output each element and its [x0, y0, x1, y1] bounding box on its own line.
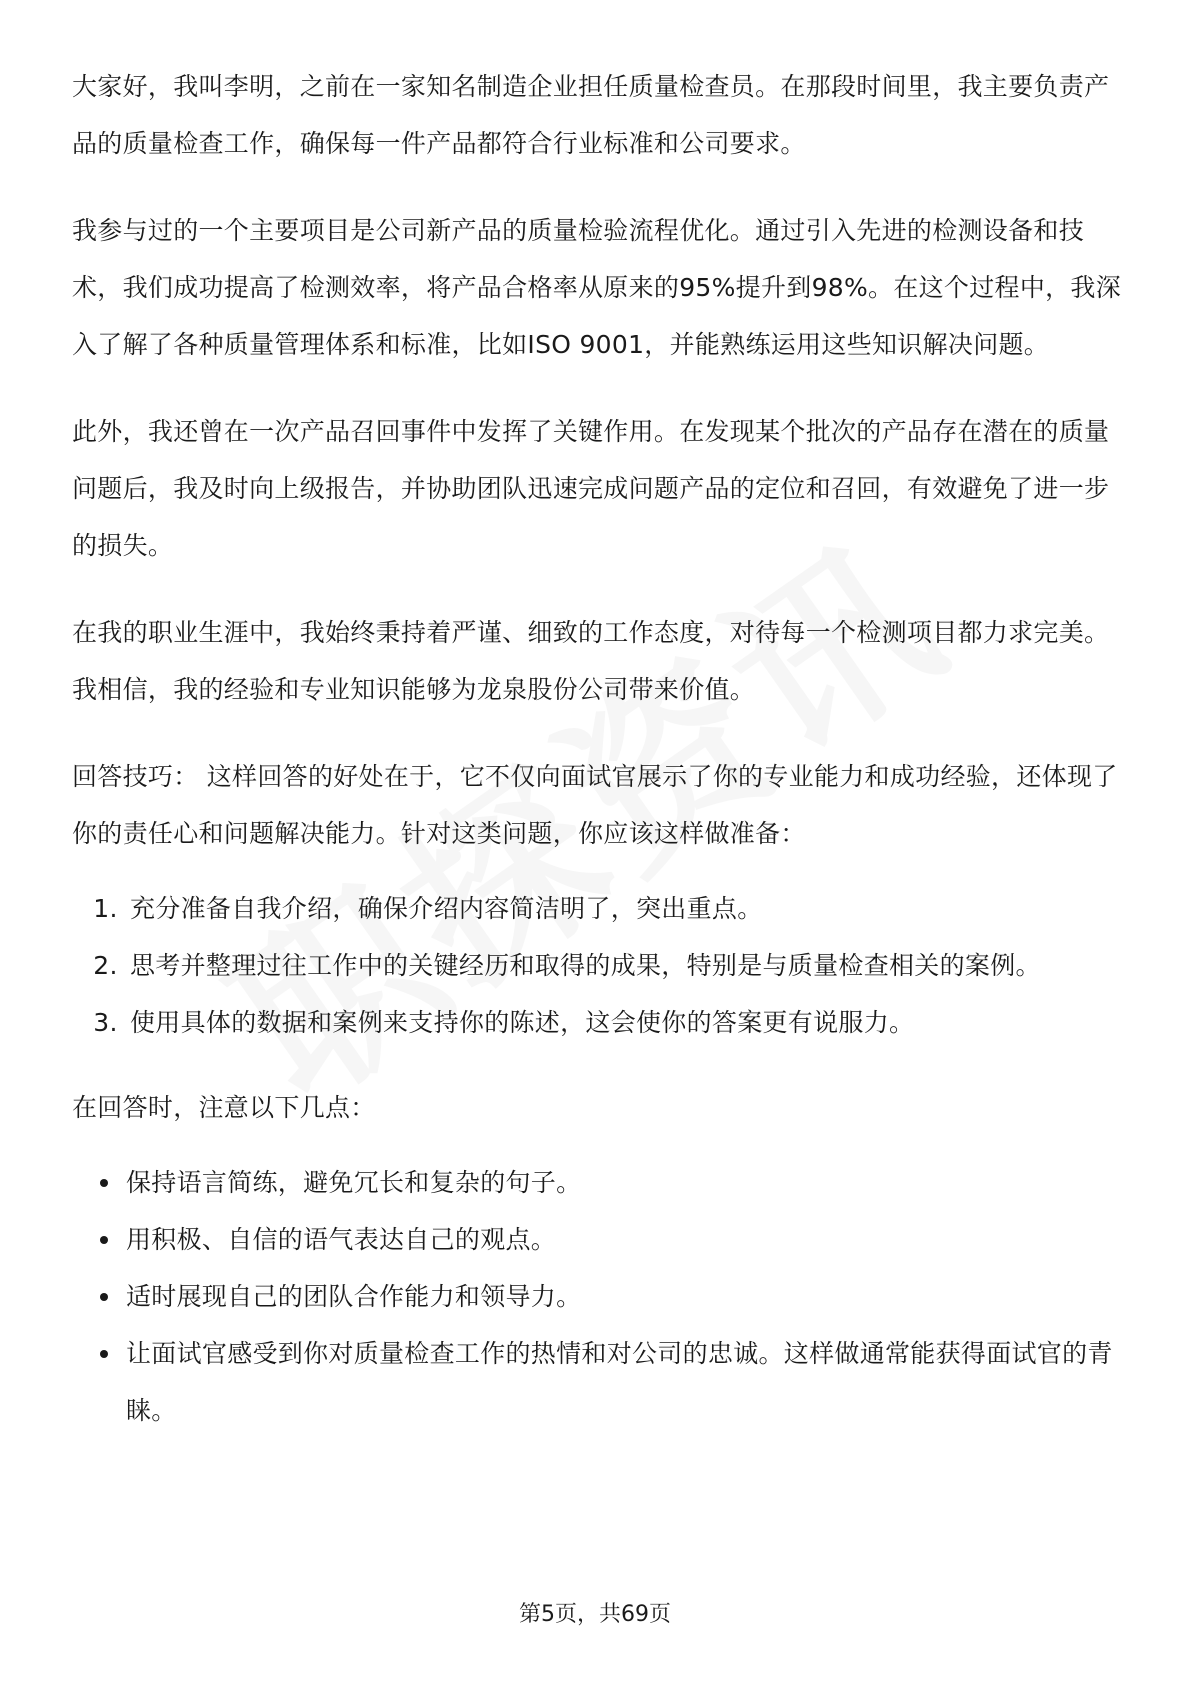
list-item: 1. 充分准备自我介绍，确保介绍内容简洁明了，突出重点。	[126, 880, 1122, 937]
paragraph-recall: 此外，我还曾在一次产品召回事件中发挥了关键作用。在发现某个批次的产品存在潜在的质量问题后，我及时向上级报告，并协助团队迅速完成问题产品的定位和召回，有效避免了进一步的损失。	[72, 417, 1110, 560]
paragraph-attitude: 在我的职业生涯中，我始终秉持着严谨、细致的工作态度，对待每一个检测项目都力求完美。我相信，我的经验和专业知识能够为龙泉股份公司带来价值。	[72, 618, 1110, 704]
list-item: 适时展现自己的团队合作能力和领导力。	[126, 1268, 1122, 1325]
list-item: 让面试官感受到你对质量检查工作的热情和对公司的忠诚。这样做通常能获得面试官的青睐。	[126, 1325, 1122, 1439]
notes-bullet-list	[72, 1154, 1122, 1439]
page-number-footer: 第5页，共69页	[519, 1602, 671, 1627]
list-item: 2. 思考并整理过往工作中的关键经历和取得的成果，特别是与质量检查相关的案例。	[126, 937, 1122, 994]
document-body	[72, 58, 1122, 1467]
list-item: 3. 使用具体的数据和案例来支持你的陈述，这会使你的答案更有说服力。	[126, 994, 1122, 1051]
paragraph-intro: 大家好，我叫李明，之前在一家知名制造企业担任质量检查员。在那段时间里，我主要负责产品的质量检查工作，确保每一件产品都符合行业标准和公司要求。	[72, 72, 1110, 158]
paragraph-tips: 回答技巧： 这样回答的好处在于，它不仅向面试官展示了你的专业能力和成功经验，还体现了你的责任心和问题解决能力。针对这类问题，你应该这样做准备：	[72, 762, 1118, 848]
paragraph-project: 我参与过的一个主要项目是公司新产品的质量检验流程优化。通过引入先进的检测设备和技术，我们成功提高了检测效率，将产品合格率从原来的95%提升到98%。在这个过程中，我深入了解了各种质量管理体系和标准，比如ISO 9001，并能熟练运用这些知识解决问题。	[72, 216, 1122, 359]
list-item: 用积极、自信的语气表达自己的观点。	[126, 1211, 1122, 1268]
paragraph-notes-heading: 在回答时，注意以下几点：	[72, 1093, 376, 1122]
preparation-steps-list	[72, 880, 1122, 1051]
list-item: 保持语言简练，避免冗长和复杂的句子。	[126, 1154, 1122, 1211]
